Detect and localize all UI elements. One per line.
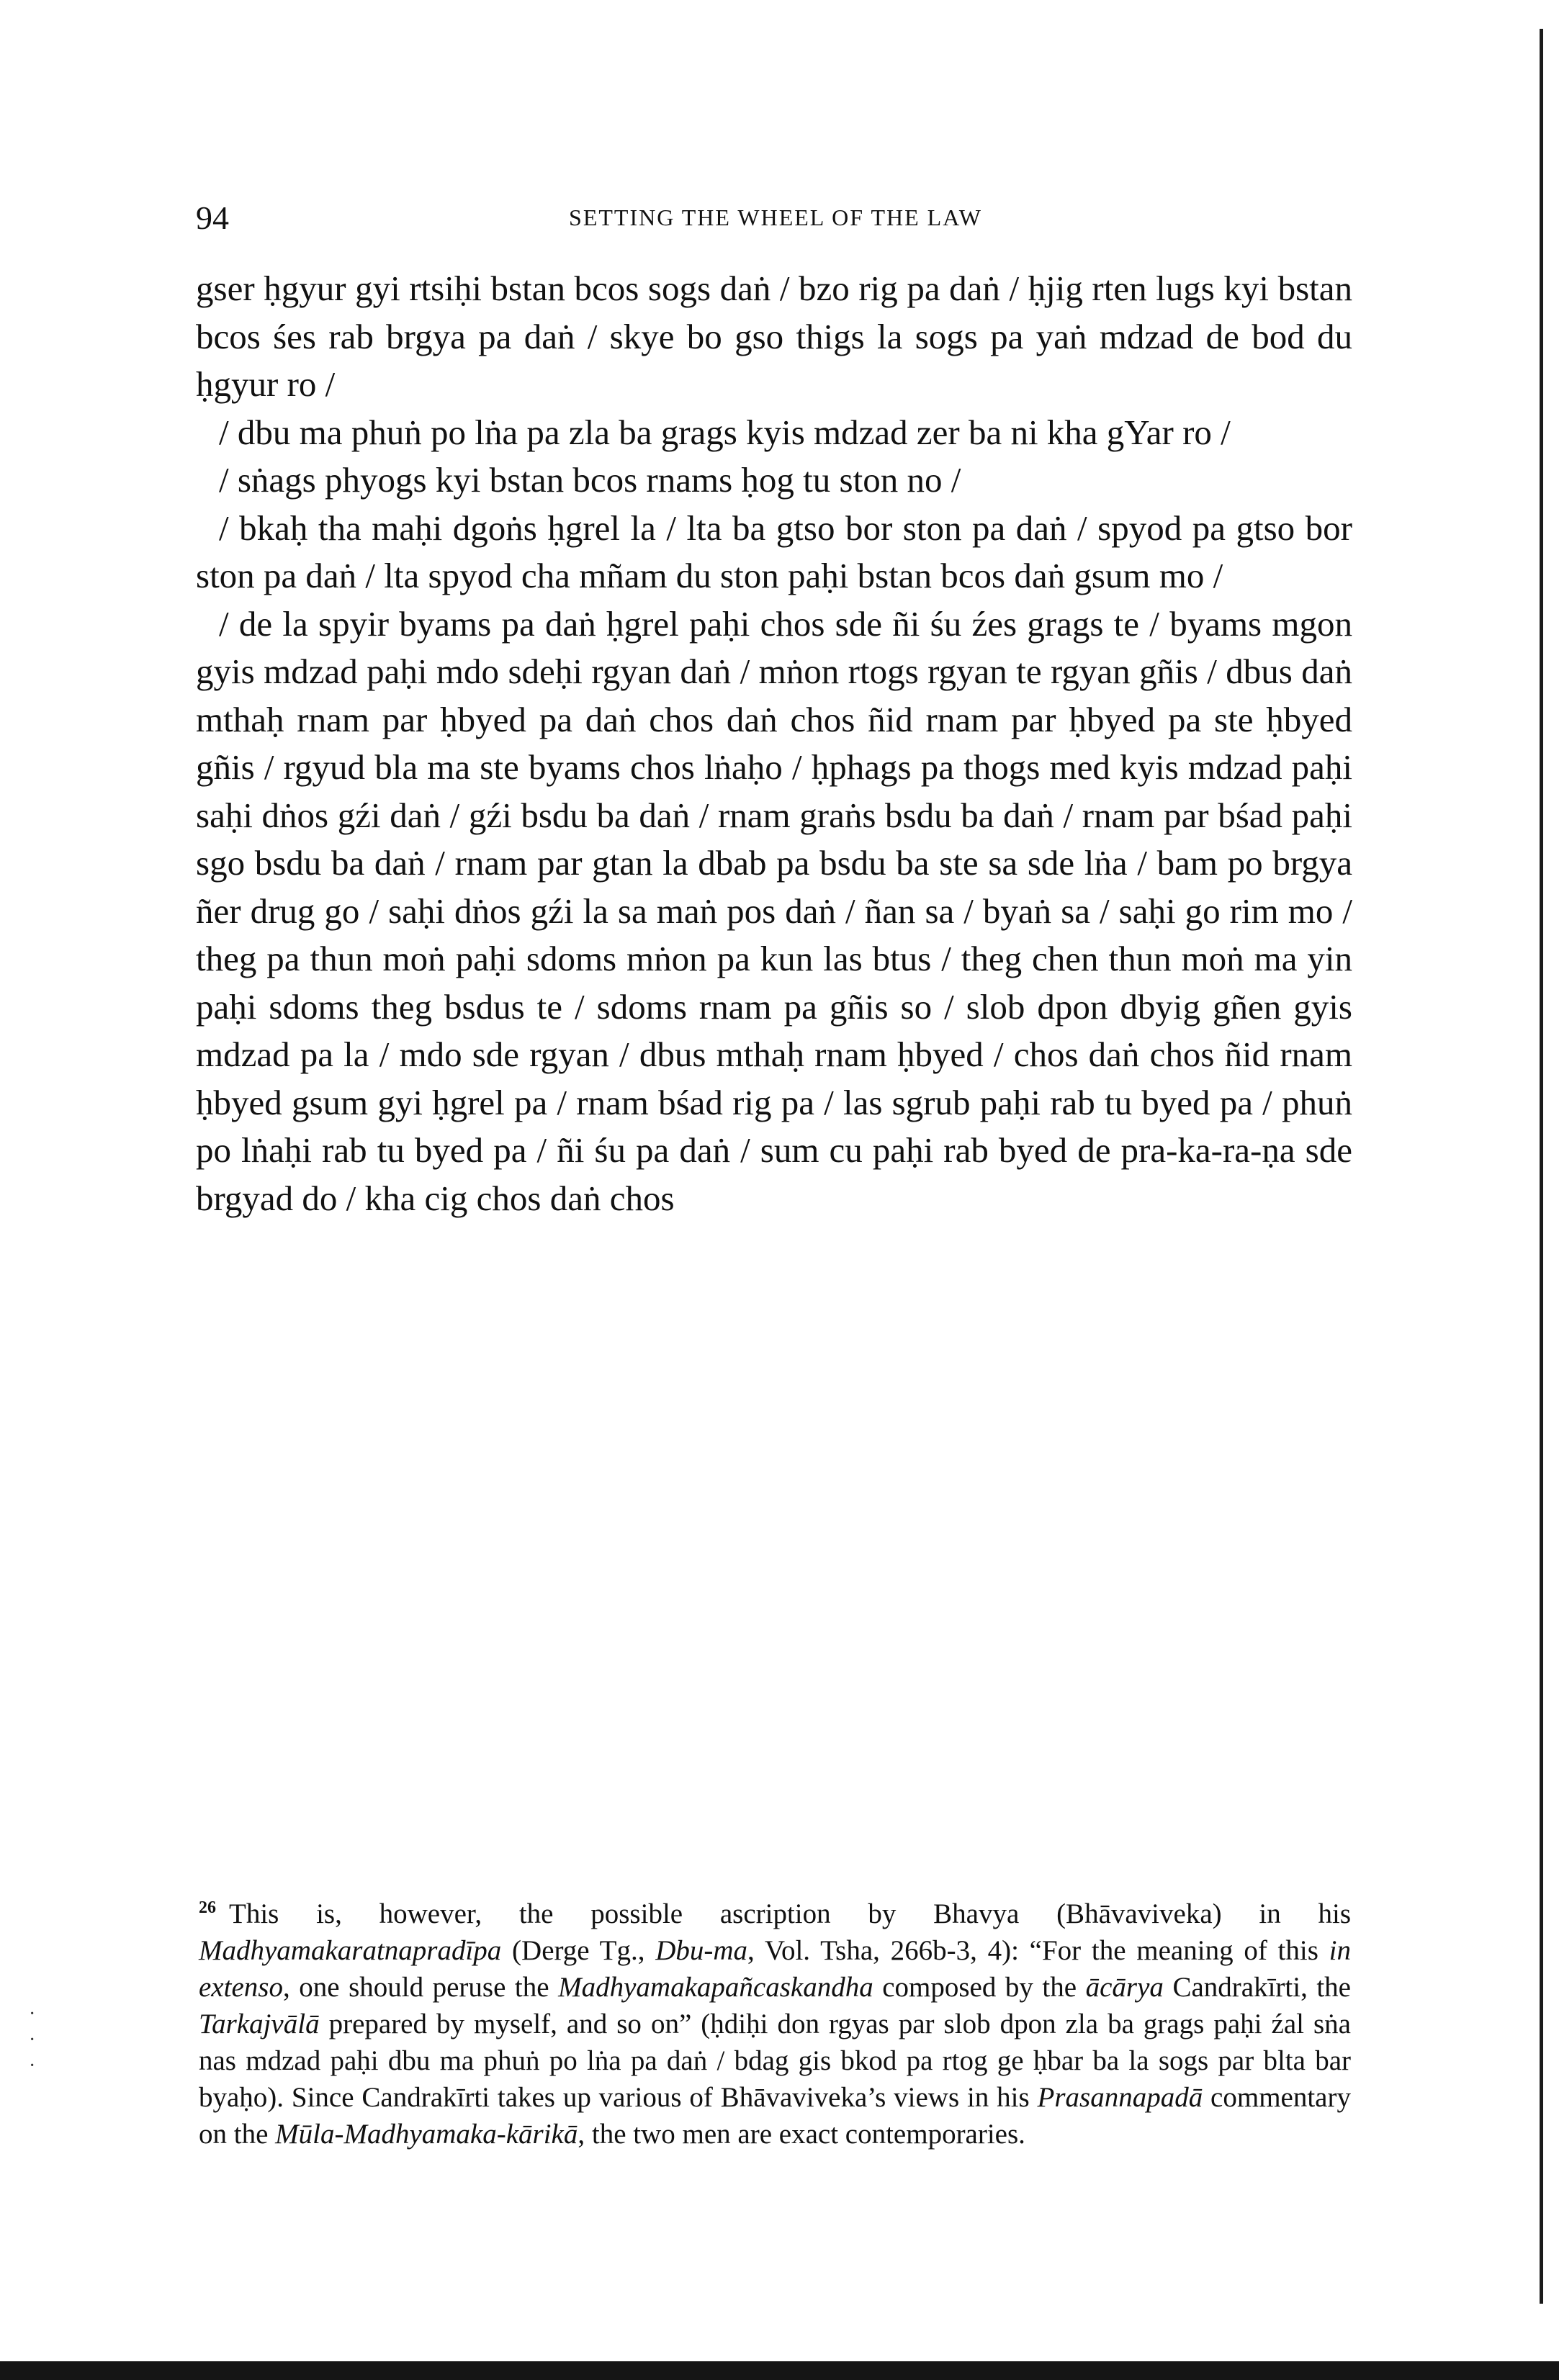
paragraph: / sṅags phyogs kyi bstan bcos rnams ḥog tu ston no / bbox=[219, 460, 961, 500]
footnote-text: This is, however, the possible ascription by Bhavya (Bhāvaviveka) in his bbox=[229, 1898, 1351, 1929]
footnote-text: prepared by myself, and so on” (ḥdiḥi don rgyas par slob dpon zla ba grags paḥi źal sṅa nas mdzad paḥi dbu ma phuṅ po lṅa pa daṅ / bdag gis bkod pa rtog ge ḥbar ba la sogs par blta bar byaḥo). Since Candrakīrti takes up various of Bhāvaviveka’s views in his bbox=[199, 2009, 1351, 2113]
page-header bbox=[196, 199, 1355, 242]
page-edge-rule bbox=[1540, 29, 1543, 2304]
paragraph: / de la spyir byams pa daṅ ḥgrel paḥi chos sde ñi śu źes grags te / byams mgon gyis mdzad paḥi mdo sdeḥi rgyan daṅ / mṅon rtogs rgyan te rgyan gñis / dbus daṅ mthaḥ rnam par ḥbyed pa daṅ chos daṅ chos ñid rnam par ḥbyed pa ste ḥbyed gñis / rgyud bla ma ste byams chos lṅaḥo / ḥphags pa thogs med kyis mdzad paḥi saḥi dṅos gźi daṅ / gźi bsdu ba daṅ / rnam graṅs bsdu ba daṅ / rnam par bśad paḥi sgo bsdu ba daṅ / rnam par gtan la dbab pa bsdu ba ste sa sde lṅa / bam po brgya ñer drug go / saḥi dṅos gźi la sa maṅ pos daṅ / ñan sa / byaṅ sa / saḥi go rim mo / theg pa thun moṅ paḥi sdoms mṅon pa kun las btus / theg chen thun moṅ ma yin paḥi sdoms theg bsdus te / sdoms rnam pa gñis so / slob dpon dbyig gñen gyis mdzad pa la / mdo sde rgyan / dbus mthaḥ rnam ḥbyed / chos daṅ chos ñid rnam ḥbyed gsum gyi ḥgrel pa / rnam bśad rig pa / las sgrub paḥi rab tu byed pa / phuṅ po lṅaḥi rab tu byed pa / ñi śu pa daṅ / sum cu paḥi rab byed de pra-ka-ra-ṇa sde brgyad do / kha cig chos daṅ chos bbox=[196, 603, 1352, 1218]
scan-bottom-edge bbox=[0, 2361, 1559, 2380]
footnote-italic: Dbu-ma bbox=[655, 1935, 748, 1966]
paragraph: / dbu ma phuṅ po lṅa pa zla ba grags kyis mdzad zer ba ni kha gYar ro / bbox=[219, 412, 1231, 452]
footnote-text: (Derge Tg., bbox=[501, 1935, 656, 1966]
footnote-italic: Mūla-Madhyamaka-kārikā bbox=[275, 2119, 578, 2150]
main-text bbox=[196, 265, 1352, 1222]
margin-marks: · · · bbox=[29, 2003, 36, 2077]
footnote-text: composed by the bbox=[873, 1972, 1086, 2003]
footnote-text: commentary on the bbox=[199, 2082, 1351, 2150]
footnote-text: , one should peruse the bbox=[282, 1972, 559, 2003]
footnote-text: Candrakīrti, the bbox=[1163, 1972, 1351, 2003]
footnote bbox=[199, 1890, 1351, 2153]
footnote-italic: Tarkajvālā bbox=[199, 2009, 320, 2039]
footnote-text: , the two men are exact contemporaries. bbox=[578, 2119, 1025, 2150]
running-title: SETTING THE WHEEL OF THE LAW bbox=[569, 204, 982, 230]
page-number: 94 bbox=[196, 199, 229, 236]
footnote-marker: 26 bbox=[199, 1898, 216, 1917]
footnote-italic: ācārya bbox=[1085, 1972, 1164, 2003]
footnote-italic: Madhyamakapañcaskandha bbox=[558, 1972, 873, 2003]
footnote-italic: Prasannapadā bbox=[1037, 2082, 1203, 2113]
footnote-text: , Vol. Tsha, 266b-3, 4): “For the meaning of this bbox=[747, 1935, 1329, 1966]
paragraph: gser ḥgyur gyi rtsiḥi bstan bcos sogs daṅ / bzo rig pa daṅ / ḥjig rten lugs kyi bstan bcos śes rab brgya pa daṅ / skye bo gso thigs la sogs pa yaṅ mdzad de bod du ḥgyur ro / bbox=[196, 269, 1352, 404]
footnote-italic: in extenso bbox=[199, 1935, 1351, 2003]
footnote-italic: Madhyamakaratnapradīpa bbox=[199, 1935, 502, 1966]
paragraph: / bkaḥ tha maḥi dgoṅs ḥgrel la / lta ba gtso bor ston pa daṅ / spyod pa gtso bor ston pa daṅ / lta spyod cha mñam du ston paḥi bstan bcos daṅ gsum mo / bbox=[196, 508, 1352, 595]
